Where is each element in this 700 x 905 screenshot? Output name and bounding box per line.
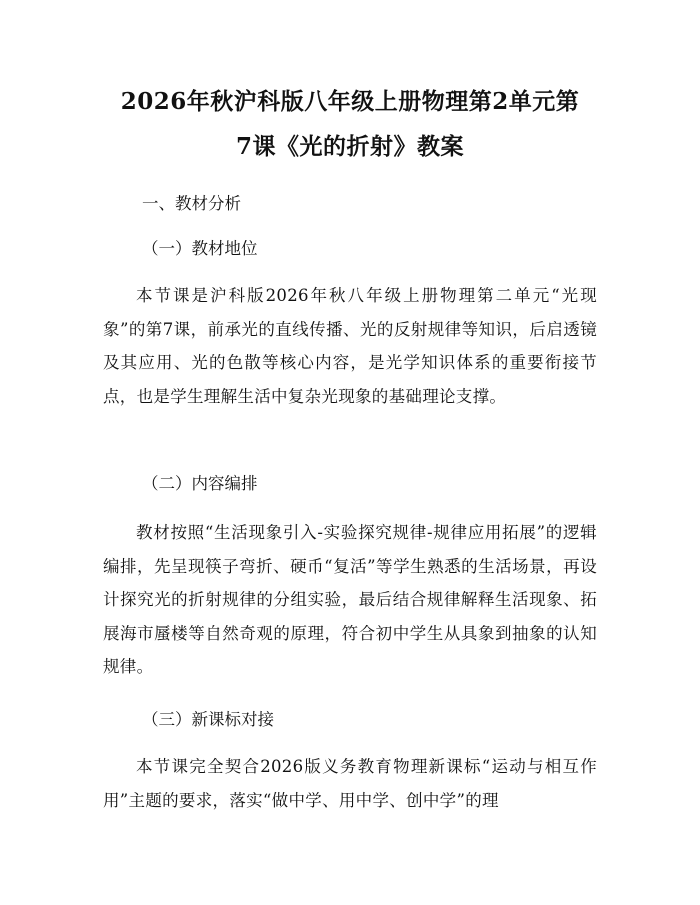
subsection-heading-arrangement: （二）内容编排 [142,474,258,493]
paragraph-arrangement: 教材按照“生活现象引入-实验探究规律-规律应用拓展”的逻辑编排，先呈现筷子弯折、硬币“复活”等学生熟悉的生活场景，再设计探究光的折射规律的分组实验，最后结合规律解释生活现象、拓展海市蜃楼等自然奇观的原理，符合初中学生从具象到抽象的认知规律。 [103,523,597,677]
paragraph-position: 本节课是沪科版2026年秋八年级上册物理第二单元“光现象”的第7课，前承光的直线传播、光的反射规律等知识，后启透镜及其应用、光的色散等核心内容，是光学知识体系的重要衔接节点，也是学生理解生活中复杂光现象的基础理论支撑。 [103,286,597,406]
subsection-heading-curriculum: （三）新课标对接 [142,710,274,729]
document-title-line-2: 7课《光的折射》教案 [235,133,464,160]
subsection-heading-position: （一）教材地位 [142,239,258,258]
section-heading-textbook-analysis: 一、教材分析 [142,194,241,213]
paragraph-curriculum: 本节课完全契合2026版义务教育物理新课标“运动与相互作用”主题的要求，落实“做中学、用中学、创中学”的理 [103,757,597,810]
document-title-line-1: 2026年秋沪科版八年级上册物理第2单元第 [120,88,580,115]
